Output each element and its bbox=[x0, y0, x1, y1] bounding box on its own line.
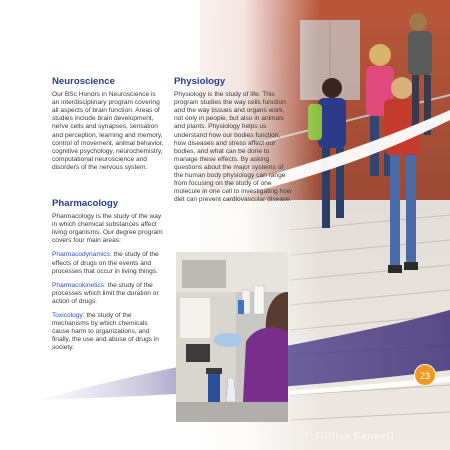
page-number-badge: 23 bbox=[414, 364, 436, 386]
neuroscience-section bbox=[52, 78, 164, 178]
neuroscience-heading: Neuroscience bbox=[52, 76, 115, 87]
physiology-body: Physiology is the study of life. This program studies the way cells function and the way tissues and organs work, not only in people, but also in animals and plants. Physiology helps us understand how our bodies function, how diseases and stress affect our bodies, and what can be done to manage these effects. By asking questions about the major systems of the human body physiology can range from focusing on the study of one molecule in one cell to investigating how diet can prevent cardiovascular disease. bbox=[174, 91, 292, 204]
area-term: Pharmacokinetics: bbox=[52, 281, 106, 289]
pharmacology-heading: Pharmacology bbox=[52, 198, 119, 209]
lab-photo bbox=[176, 252, 288, 422]
pharmacology-section bbox=[52, 200, 164, 359]
area-description: the study of the mechanisms by which chemicals cause harm to organizations, and finally, the use and abuse of drugs in society. bbox=[52, 312, 159, 352]
pharmacology-intro: Pharmacology is the study of the way in which chemical substances affect living organisms. Our degree program covers four main areas: bbox=[52, 213, 163, 245]
copyright-watermark: © Gillian Kenwell bbox=[304, 430, 395, 442]
area-term: Pharmacodynamics: bbox=[52, 251, 112, 259]
area-term: Toxicology: bbox=[52, 312, 85, 320]
physiology-section bbox=[174, 78, 292, 210]
area-description: the study of the effects of drugs on the events and processes that occur in living things. bbox=[52, 251, 159, 275]
pharmacology-area bbox=[52, 282, 164, 306]
pharmacology-area bbox=[52, 312, 164, 352]
physiology-heading: Physiology bbox=[174, 76, 226, 87]
neuroscience-body: Our BSc Honors in Neuroscience is an interdisciplinary program covering all aspects of brain function. Areas of studies include brain development, nerve cells and synapses, sensation and perception, learning and memory, control of movement, animal behavior, cognitive psychology, neurochemistry, computational neuroscience and disorders of the nervous system. bbox=[52, 91, 164, 171]
pharmacology-area bbox=[52, 251, 164, 275]
area-description: the study of the processes which limit the duration or action of drugs. bbox=[52, 281, 159, 305]
